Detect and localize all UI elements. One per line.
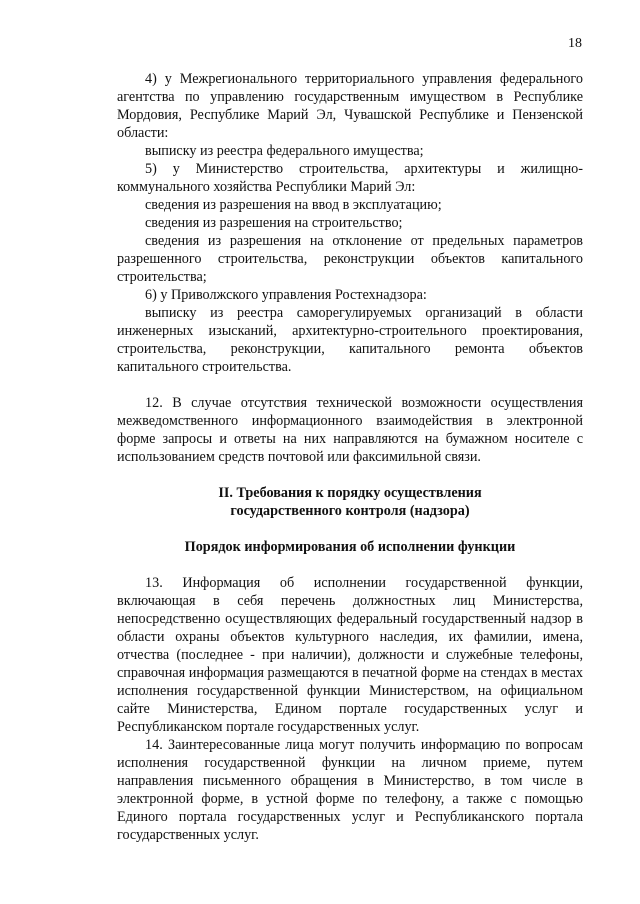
paragraph-5-item-3: сведения из разрешения на отклонение от предельных параметров разрешенного строительства, реконструкции объектов капитального строительства; bbox=[117, 233, 583, 285]
paragraph-6-item: выписку из реестра саморегулируемых организаций в области инженерных изысканий, архитектурно-строительного проектирования, строительства, реконструкции, капитального ремонта объектов капитального строительства. bbox=[117, 305, 583, 375]
section-heading-line-2: государственного контроля (надзора) bbox=[230, 503, 470, 519]
paragraph-4-intro: 4) у Межрегионального территориального управления федерального агентства по управлению государственным имуществом в Республике Мордовия, Республике Марий Эл, Чувашской Республике и Пензенской области: bbox=[117, 71, 583, 141]
page-number: 18 bbox=[568, 36, 582, 51]
paragraph-13: 13. Информация об исполнении государственной функции, включающая в себя перечень должностных лиц Министерства, непосредственно осуществляющих федеральный государственный надзор в области охраны объектов культурного наследия, их фамилии, имена, отчества (последнее - при наличии), должности и служебные телефоны, справочная информация размещаются в печатной форме на стендах в местах исполнения государственной функции Министерством, на официальном сайте Министерства, Едином портале государственных услуг и Республиканском портале государственных услуг. bbox=[117, 575, 583, 735]
paragraph-5-item-2: сведения из разрешения на строительство; bbox=[145, 215, 403, 231]
section-heading-line-1: II. Требования к порядку осуществления bbox=[218, 485, 482, 501]
paragraph-12: 12. В случае отсутствия технической возможности осуществления межведомственного информационного взаимодействия в электронной форме запросы и ответы на них направляются на бумажном носителе с использованием средств почтовой или факсимильной связи. bbox=[117, 395, 583, 465]
subsection-heading: Порядок информирования об исполнении функции bbox=[184, 539, 516, 555]
paragraph-14: 14. Заинтересованные лица могут получить информацию по вопросам исполнения государственной функции на личном приеме, путем направления письменного обращения в Министерство, в том числе в электронной форме, в устной форме по телефону, а также с помощью Единого портала государственных услуг и Республиканского портала государственных услуг. bbox=[117, 737, 583, 843]
paragraph-4-item: выписку из реестра федерального имущества; bbox=[145, 143, 424, 159]
paragraph-5-item-1: сведения из разрешения на ввод в эксплуатацию; bbox=[145, 197, 442, 213]
paragraph-6-intro: 6) у Приволжского управления Ростехнадзора: bbox=[145, 287, 427, 303]
document-body bbox=[117, 70, 583, 844]
paragraph-5-intro: 5) у Министерство строительства, архитектуры и жилищно-коммунального хозяйства Республики Марий Эл: bbox=[117, 161, 583, 195]
